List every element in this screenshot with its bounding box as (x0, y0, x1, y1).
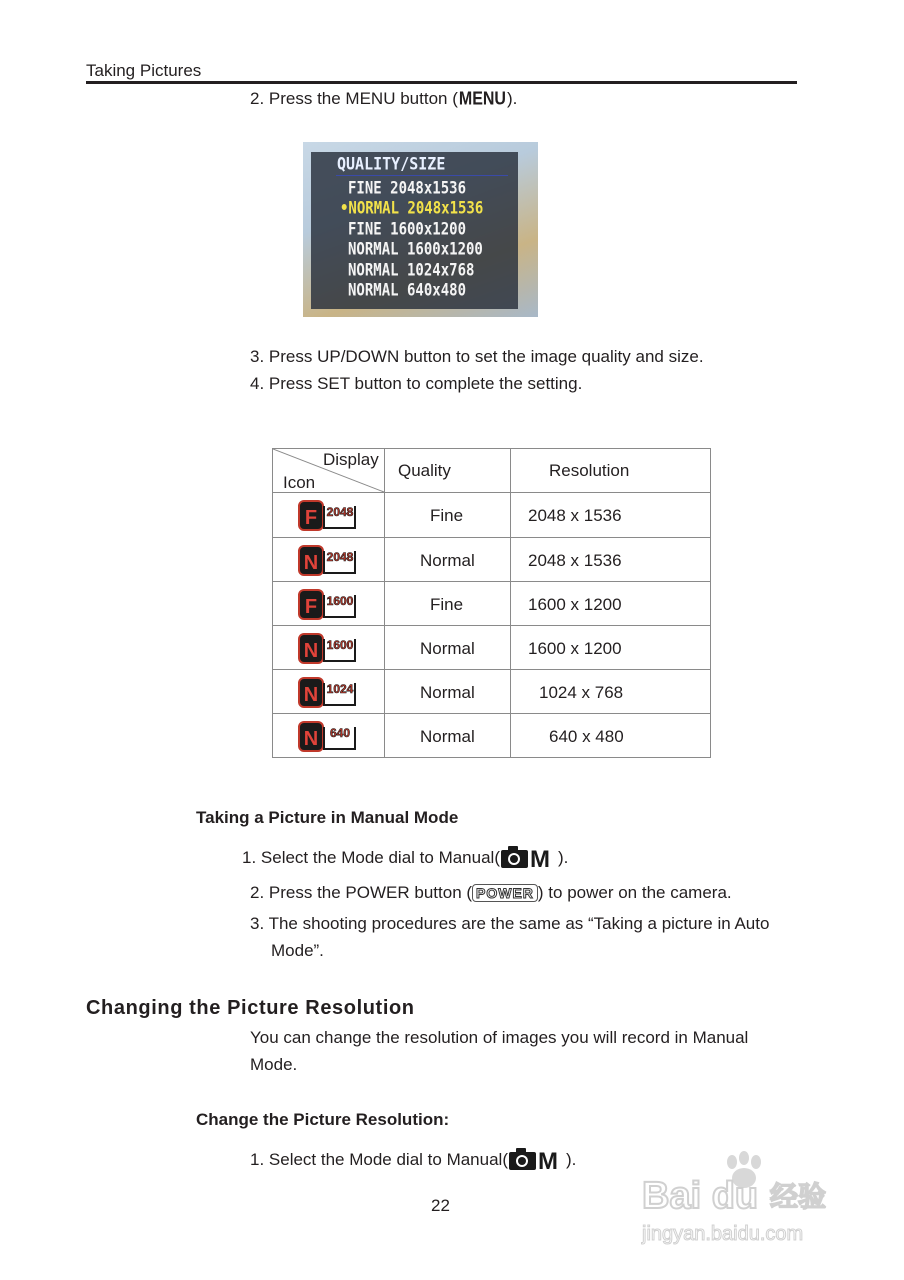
size-number: 1600 (326, 638, 354, 652)
manual-step-3-line2: Mode”. (271, 941, 324, 960)
mode-letter: M (529, 846, 550, 869)
lcd-screenshot (303, 142, 538, 317)
header-quality: Quality (398, 461, 451, 480)
size-number: 2048 (326, 550, 354, 564)
step-text: 1. Select the Mode dial to Manual( (242, 848, 500, 867)
table-divider (273, 537, 710, 538)
step-text: ) to power on the camera. (537, 883, 732, 902)
manual-step-3-line1: 3. The shooting procedures are the same as “Taking a picture in Auto (250, 914, 770, 933)
step-up-down: 3. Press UP/DOWN button to set the image quality and size. (250, 347, 704, 366)
lcd-option: NORMAL 1024x768 (348, 260, 475, 280)
page-number: 22 (431, 1196, 450, 1215)
quality-size-icon (297, 675, 359, 709)
resolution-heading: Changing the Picture Resolution (86, 997, 415, 1019)
lcd-option: FINE 2048x1536 (348, 179, 467, 199)
table-divider (273, 581, 710, 582)
step-text: ). (557, 848, 569, 867)
resolution-step-1 (250, 1147, 576, 1176)
table-divider (384, 449, 385, 757)
quality-letter: N (303, 640, 319, 662)
step-text: 1. Select the Mode dial to Manual( (250, 1150, 508, 1169)
lcd-option: FINE 1600x1200 (348, 219, 467, 239)
manual-mode-camera-icon (500, 845, 558, 874)
manual-step-2 (250, 883, 732, 903)
table-divider (273, 669, 710, 670)
resolution-cell: 640 x 480 (549, 727, 624, 746)
quality-cell: Fine (430, 506, 464, 525)
quality-cell: Fine (430, 595, 464, 614)
baidu-jingyan-watermark (640, 1150, 855, 1250)
watermark-url: jingyan.baidu.com (642, 1223, 804, 1245)
resolution-cell: 1024 x 768 (539, 683, 624, 702)
power-button-icon: POWER (472, 884, 538, 902)
watermark-cn: 经验 (770, 1180, 827, 1213)
quality-size-icon (297, 719, 359, 753)
manual-mode-heading: Taking a Picture in Manual Mode (196, 808, 459, 827)
size-number: 1024 (326, 682, 354, 696)
step-text: ). (506, 89, 518, 108)
step-text: 2. Press the POWER button ( (250, 883, 473, 902)
quality-size-icon (297, 543, 359, 577)
running-header: Taking Pictures (86, 61, 202, 80)
lcd-option: NORMAL 640x480 (348, 281, 467, 301)
header-rule (86, 81, 797, 84)
resolution-intro-line1: You can change the resolution of images you will record in Manual (250, 1028, 749, 1047)
resolution-cell: 2048 x 1536 (528, 551, 622, 570)
watermark-brand: Bai du (642, 1175, 759, 1217)
header-resolution: Resolution (549, 461, 630, 480)
quality-size-icon (297, 631, 359, 665)
size-number: 1600 (326, 594, 354, 608)
menu-button-icon: MENU (458, 89, 506, 110)
size-number: 640 (329, 726, 351, 740)
step-press-menu (250, 89, 517, 110)
quality-cell: Normal (420, 639, 475, 658)
quality-letter: F (304, 507, 318, 529)
quality-letter: N (303, 552, 319, 574)
resolution-cell: 1600 x 1200 (528, 595, 622, 614)
lcd-option: NORMAL 1600x1200 (348, 240, 483, 260)
size-number: 2048 (326, 505, 354, 519)
table-divider (273, 625, 710, 626)
header-icon: Icon (283, 473, 316, 492)
change-resolution-subheading: Change the Picture Resolution: (196, 1110, 450, 1129)
quality-resolution-table (272, 448, 711, 758)
mode-letter: M (537, 1148, 558, 1171)
step-text: 2. Press the MENU button ( (250, 89, 458, 108)
quality-letter: N (303, 684, 319, 706)
quality-letter: F (304, 596, 318, 618)
resolution-intro-line2: Mode. (250, 1055, 298, 1074)
lcd-menu-title: QUALITY/SIZE (337, 153, 446, 175)
quality-cell: Normal (420, 727, 475, 746)
resolution-cell: 1600 x 1200 (528, 639, 622, 658)
header-display: Display (323, 450, 379, 469)
quality-cell: Normal (420, 683, 475, 702)
step-press-set: 4. Press SET button to complete the setting. (250, 374, 583, 393)
table-divider (273, 713, 710, 714)
table-divider (510, 449, 511, 757)
step-text: ). (565, 1150, 577, 1169)
quality-size-icon (297, 498, 359, 532)
manual-mode-camera-icon (508, 1147, 566, 1176)
lcd-option: •NORMAL 2048x1536 (340, 199, 484, 219)
manual-step-1 (242, 845, 568, 874)
quality-size-icon (297, 587, 359, 621)
quality-letter: N (303, 728, 319, 750)
resolution-cell: 2048 x 1536 (528, 506, 622, 525)
lcd-title-underline (336, 175, 508, 176)
quality-cell: Normal (420, 551, 475, 570)
